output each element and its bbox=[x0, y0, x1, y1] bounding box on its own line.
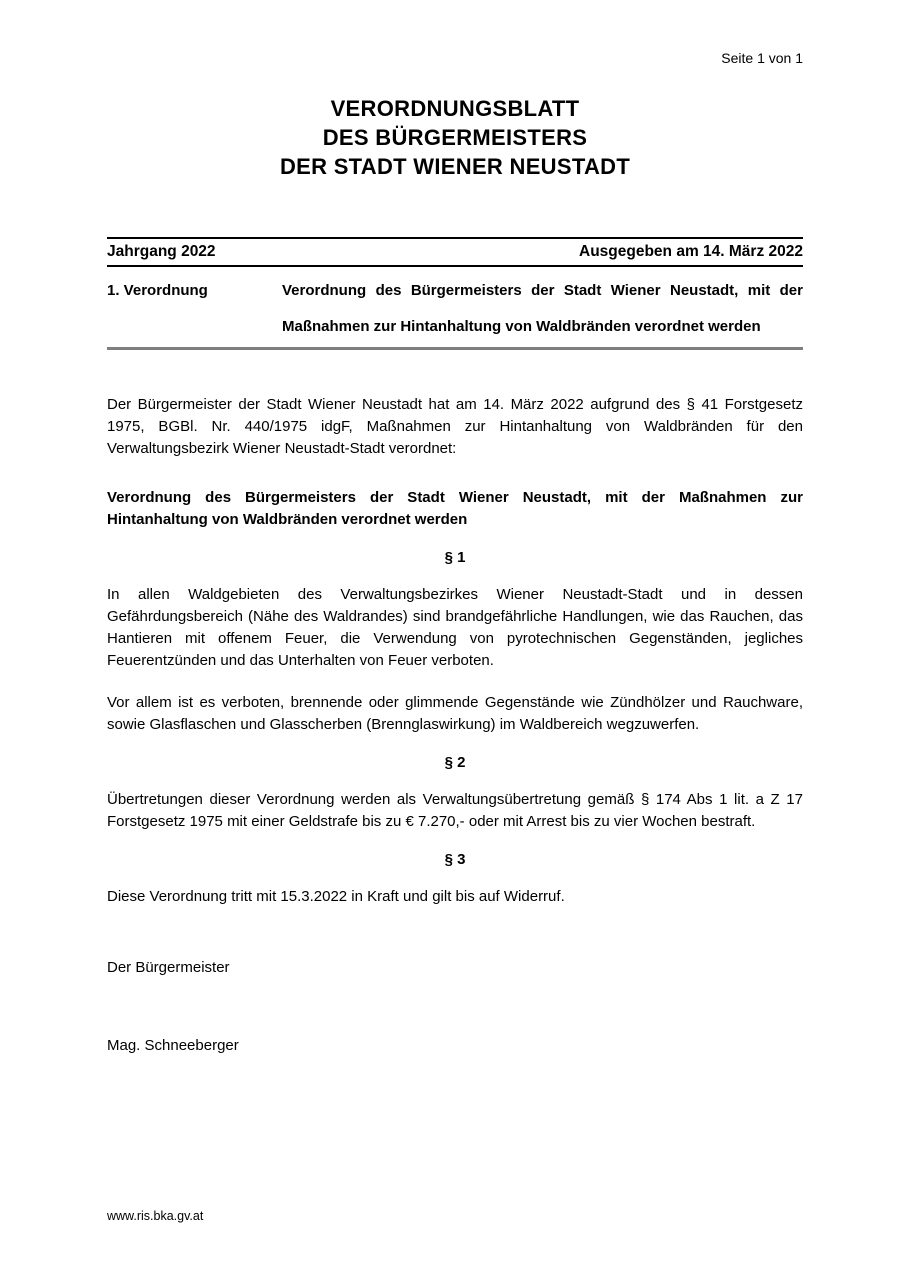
footer-url: www.ris.bka.gv.at bbox=[107, 1209, 204, 1223]
index-entry bbox=[107, 273, 803, 345]
masthead-issued-label: Ausgegeben am 14. März 2022 bbox=[579, 243, 803, 260]
section-1 bbox=[107, 548, 803, 736]
document-title-line-1: VERORDNUNGSBLATT bbox=[330, 96, 580, 121]
index-entry-number: 1. Verordnung bbox=[107, 282, 208, 299]
document-title-line-3: DER STADT WIENER NEUSTADT bbox=[279, 154, 631, 179]
section-3 bbox=[107, 850, 803, 908]
index-entry-title: Verordnung des Bürgermeisters der Stadt Wiener Neustadt, mit der Maßnahmen zur Hintanhaltung von Waldbränden verordnet werden bbox=[282, 282, 803, 335]
masthead-divider-rule bbox=[107, 347, 803, 350]
document-title-line-2: DES BÜRGERMEISTERS bbox=[322, 125, 588, 150]
document-title bbox=[107, 94, 803, 181]
signature-role: Der Bürgermeister bbox=[107, 959, 230, 976]
section-1-paragraph-2: Vor allem ist es verboten, brennende oder glimmende Gegenstände wie Zündhölzer und Rauchware, sowie Glasflaschen und Glasscherben (Brennglaswirkung) im Waldbereich wegzuwerfen. bbox=[107, 694, 803, 733]
section-3-paragraph-1: Diese Verordnung tritt mit 15.3.2022 in Kraft und gilt bis auf Widerruf. bbox=[107, 888, 565, 905]
section-1-mark: § 1 bbox=[444, 549, 466, 566]
section-2-paragraph-1: Übertretungen dieser Verordnung werden als Verwaltungsübertretung gemäß § 174 Abs 1 lit. a Z 17 Forstgesetz 1975 mit einer Geldstrafe bis zu € 7.270,- oder mit Arrest bis zu vier Wochen bestraft. bbox=[107, 791, 803, 830]
page-content bbox=[107, 0, 803, 1056]
page-number-indicator: Seite 1 von 1 bbox=[721, 50, 803, 66]
regulation-heading: Verordnung des Bürgermeisters der Stadt Wiener Neustadt, mit der Maßnahmen zur Hintanhaltung von Waldbränden verordnet werden bbox=[107, 489, 803, 528]
intro-paragraph: Der Bürgermeister der Stadt Wiener Neustadt hat am 14. März 2022 aufgrund des § 41 Forstgesetz 1975, BGBl. Nr. 440/1975 idgF, Maßnahmen zur Hintanhaltung von Waldbränden für den Verwaltungsbezirk Wiener Neustadt-Stadt verordnet: bbox=[107, 396, 803, 457]
section-1-paragraph-1: In allen Waldgebieten des Verwaltungsbezirkes Wiener Neustadt-Stadt und in dessen Gefährdungsbereich (Nähe des Waldrandes) sind brandgefährliche Handlungen, wie das Rauchen, das Hantieren mit offenem Feuer, die Verwendung von pyrotechnischen Gegenständen, jegliches Feuerentzünden und das Unterhalten von Feuer verboten. bbox=[107, 586, 803, 669]
masthead-year-label: Jahrgang 2022 bbox=[107, 243, 216, 260]
section-2 bbox=[107, 753, 803, 833]
section-3-mark: § 3 bbox=[444, 851, 466, 868]
masthead-bar bbox=[107, 237, 803, 267]
signature-name: Mag. Schneeberger bbox=[107, 1037, 239, 1054]
section-2-mark: § 2 bbox=[444, 754, 466, 771]
